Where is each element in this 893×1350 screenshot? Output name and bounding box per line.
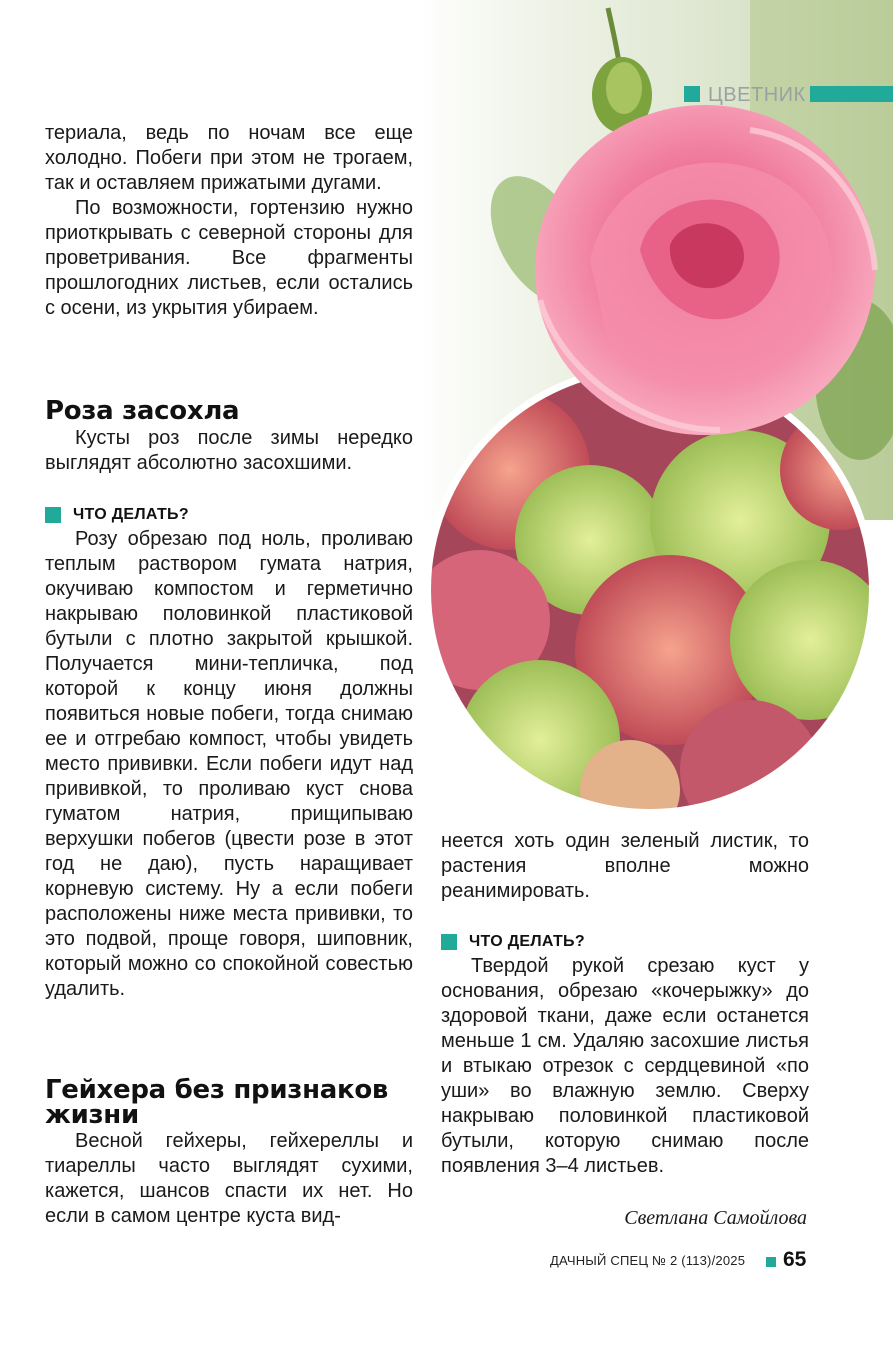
section-bar <box>810 86 893 102</box>
todo-marker <box>45 507 61 523</box>
paragraph: По возможности, гортензию нужно приоткрывать с северной стороны для проветривания. Все фрагменты прошлогодних листьев, если остались с осени, из укрытия убираем. <box>45 197 413 319</box>
author-signature: Светлана Самойлова <box>624 1207 807 1229</box>
paragraph: Розу обрезаю под ноль, проливаю теплым раствором гумата натрия, окучиваю компостом и герметично накрываю половинкой пластиковой бутыли с плотно закрытой крышкой. Получается мини-тепличка, под которой к концу июня должны появиться новые побеги, тогда снимаю ее и отгребаю компост, чтобы увидеть место прививки. Если побеги идут над прививкой, то проливаю куст снова гуматом натрия, прищипываю верхушки побегов (цвести розе в этот год не даю), пусть наращивает корневую систему. Ну а если побеги расположены ниже места прививки, то это подвой, проще говоря, шиповник, который можно со спокойной совестью удалить. <box>45 528 413 1000</box>
rose-intro <box>45 426 413 476</box>
left-top-text <box>45 121 413 321</box>
heuchera-body <box>45 1129 413 1229</box>
rose-body <box>45 527 413 1002</box>
rose-heuchera-photo <box>420 0 893 840</box>
rose-heading: Роза засохла <box>45 396 240 426</box>
page-number: 65 <box>783 1248 807 1271</box>
section-label: ЦВЕТНИК <box>708 84 806 106</box>
paragraph: неется хоть один зеленый листик, то растения вполне можно реанимировать. <box>441 830 809 902</box>
page-footer <box>550 1248 810 1274</box>
todo-label-text: ЧТО ДЕЛАТЬ? <box>469 932 585 950</box>
todo-label-heuchera <box>441 929 585 954</box>
todo-marker <box>441 934 457 950</box>
paragraph: Кусты роз после зимы нередко выглядят абсолютно засохшими. <box>45 427 413 474</box>
heuchera-continued <box>441 829 809 904</box>
paragraph: Весной гейхеры, гейхереллы и тиареллы часто выглядят сухими, кажется, шансов спасти их нет. Но если в самом центре куста вид- <box>45 1130 413 1227</box>
paragraph: Твердой рукой срезаю куст у основания, обрезаю «кочерыжку» до здоровой ткани, даже если останется меньше 1 см. Удаляю засохшие листья и втыкаю отрезок с сердцевиной «по уши» во влажную землю. Сверху накрываю половинкой пластиковой бутыли, которую снимаю после появления 3–4 листьев. <box>441 955 809 1177</box>
todo-label-text: ЧТО ДЕЛАТЬ? <box>73 505 189 523</box>
paragraph: териала, ведь по ночам все еще холодно. Побеги при этом не трогаем, так и оставляем прижатыми дугами. <box>45 122 413 194</box>
section-marker <box>684 86 700 102</box>
heuchera-heading: Гейхера без признаков жизни <box>45 1075 389 1130</box>
heuchera-todo-body <box>441 954 809 1179</box>
section-header <box>684 84 893 106</box>
magazine-issue: ДАЧНЫЙ СПЕЦ № 2 (113)/2025 <box>550 1253 746 1268</box>
footer-marker <box>766 1257 776 1267</box>
todo-label-rose <box>45 502 189 527</box>
